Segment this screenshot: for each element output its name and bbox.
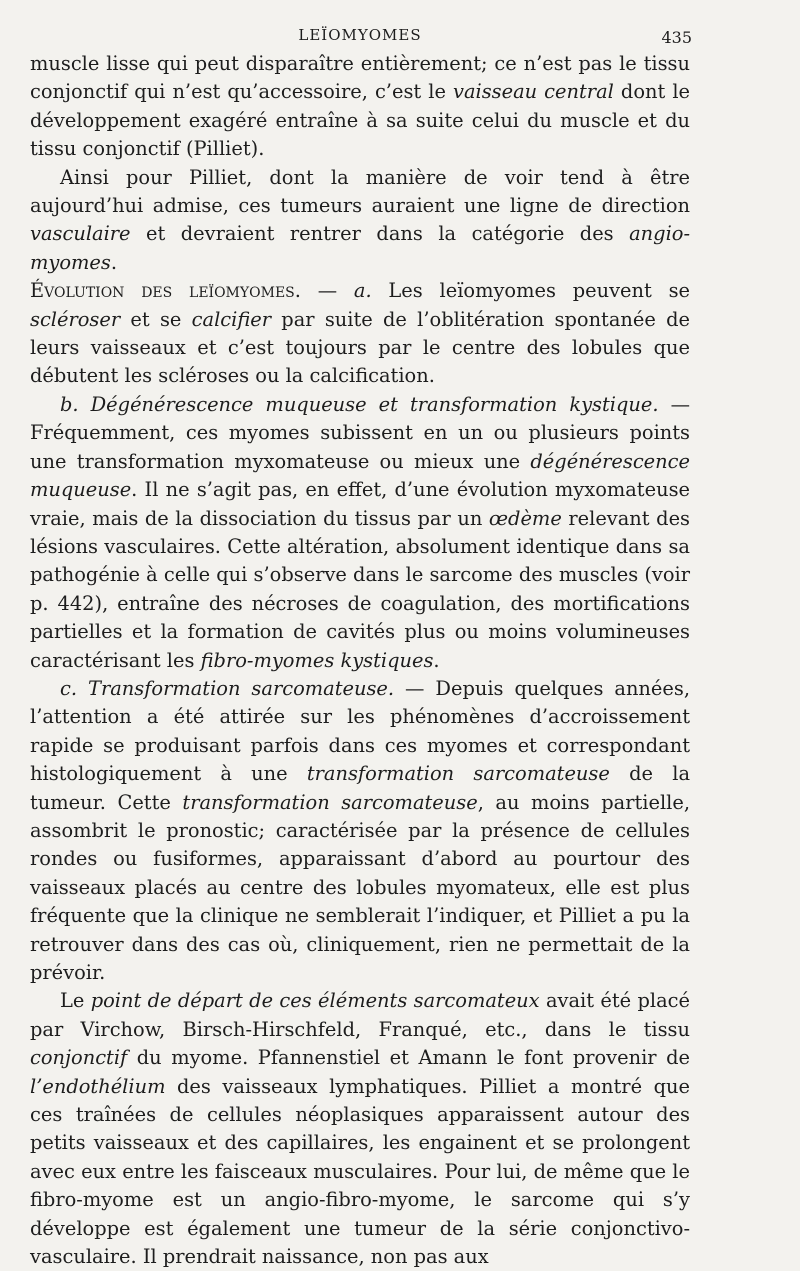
book-page: [30, 22, 690, 1271]
subsection-heading-b: b. Dégénérescence muqueuse et transformation kystique.: [60, 392, 659, 416]
paragraph-2: Ainsi pour Pilliet, dont la manière de voir tend à être aujourd’hui admise, ces tumeurs auraient une ligne de direction vasculaire et devraient rentrer dans la catégorie des angio-myomes.: [30, 165, 690, 274]
section-heading: Évolution des leïomyomes.: [30, 279, 301, 303]
running-title: LEÏOMYOMES: [298, 26, 422, 44]
page-header: [30, 22, 690, 50]
paragraph-4: b. Dégénérescence muqueuse et transformation kystique. — Fréquemment, ces myomes subissent en un ou plusieurs points une transformation myxomateuse ou mieux une dégénérescence muqueuse. Il ne s’agit pas, en effet, d’une évolution myxomateuse vraie, mais de la dissociation du tissus par un œdème relevant des lésions vasculaires. Cette altération, absolument identique dans sa pathogénie à celle qui s’observe dans le sarcome des muscles (voir p. 442), entraîne des nécroses de coagulation, des mortifications partielles et la formation de cavités plus ou moins volumineuses caractérisant les fibro-myomes kystiques.: [30, 392, 690, 672]
paragraph-6: Le point de départ de ces éléments sarcomateux avait été placé par Virchow, Birsch-Hirschfeld, Franqué, etc., dans le tissu conjonctif du myome. Pfannenstiel et Amann le font provenir de l’endothélium des vaisseaux lymphatiques. Pilliet a montré que ces traînées de cellules néoplasiques apparaissent autour des petits vaisseaux et des capillaires, les engainent et se prolongent avec eux entre les faisceaux musculaires. Pour lui, de même que le fibro-myome est un angio-fibro-myome, le sarcome qui s’y développe est également une tumeur de la série conjonctivo-vasculaire. Il prendrait naissance, non pas aux: [30, 989, 690, 1269]
page-number: 435: [661, 28, 692, 47]
subsection-heading-c: c. Transformation sarcomateuse.: [60, 676, 395, 700]
paragraph-3: Évolution des leïomyomes. — a. Les leïomyomes peuvent se scléroser et se calcifier par suite de l’oblitération spontanée de leurs vaisseaux et c’est toujours par le centre des lobules que débutent les scléroses ou la calcification.: [30, 279, 691, 388]
paragraph-1: muscle lisse qui peut disparaître entièrement; ce n’est pas le tissu conjonctif qui n’est qu’accessoire, c’est le vaisseau central dont le développement exagéré entraîne à sa suite celui du muscle et du tissu conjonctif (Pilliet).: [30, 52, 691, 161]
paragraph-5: c. Transformation sarcomateuse. — Depuis quelques années, l’attention a été attirée sur les phénomènes d’accroissement rapide se produisant parfois dans ces myomes et correspondant histologiquement à une transformation sarcomateuse de la tumeur. Cette transformation sarcomateuse, au moins partielle, assombrit le pronostic; caractérisée par la présence de cellules rondes ou fusiformes, apparaissant d’abord au pourtour des vaisseaux placés au centre des lobules myomateux, elle est plus fréquente que la clinique ne semblerait l’indiquer, et Pilliet a pu la retrouver dans des cas où, cliniquement, rien ne permettait de la prévoir.: [30, 676, 690, 984]
body-text: [30, 50, 690, 1271]
